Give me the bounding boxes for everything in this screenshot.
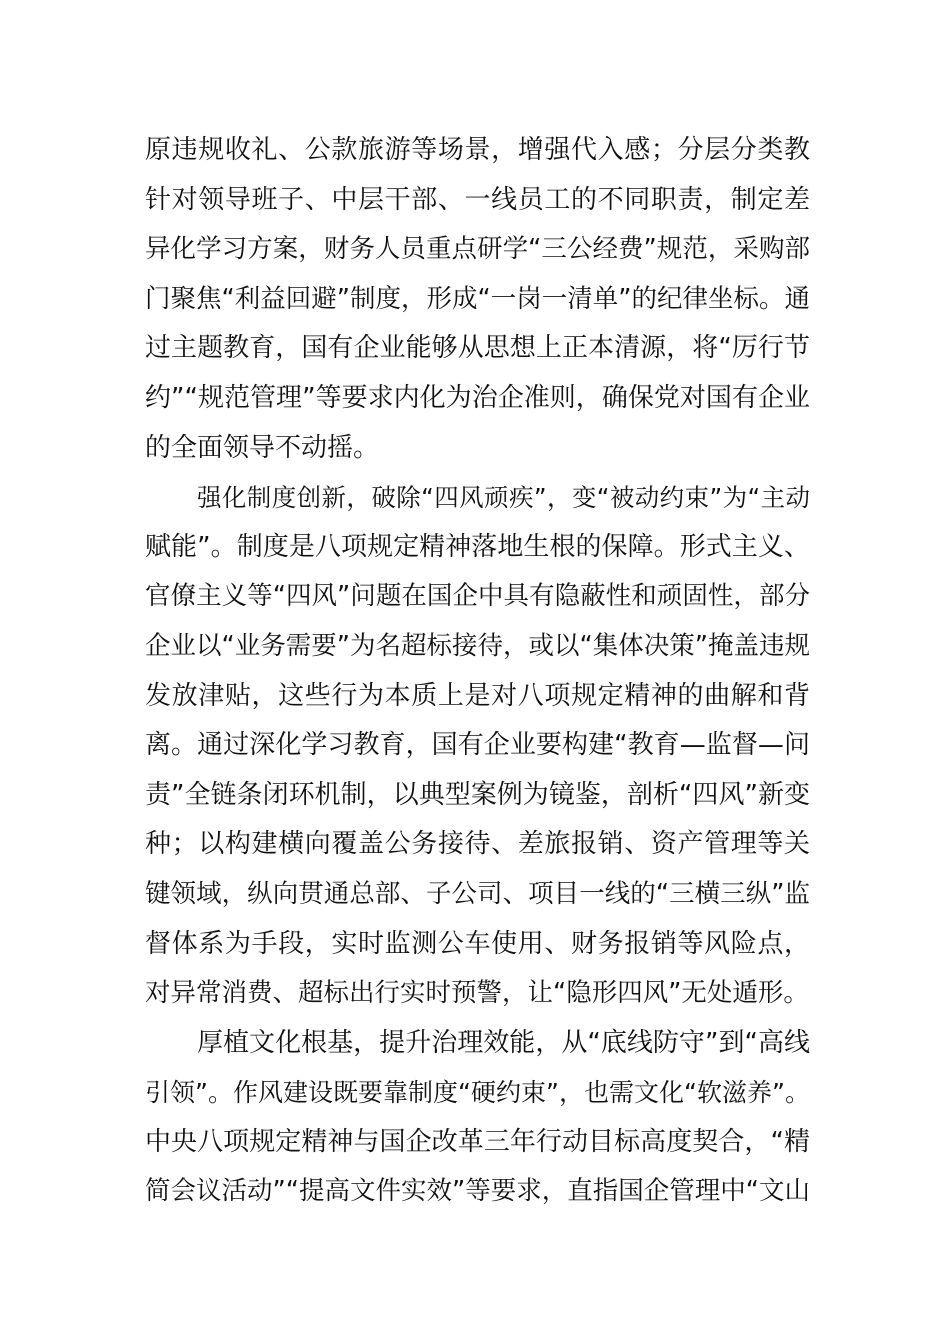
paragraph-2-line: 对异常消费、超标出行实时预警，让“隐形四风”无处遁形。 — [145, 978, 809, 1009]
paragraph-3-line: 引领”。作风建设既要靠制度“硬约束”，也需文化“软滋养”。 — [145, 1078, 810, 1108]
paragraph-2-line: 责”全链条闭环机制，以典型案例为镜鉴，剖析“四风”新变 — [145, 779, 810, 810]
paragraph-2-line: 官僚主义等“四风”问题在国企中具有隐蔽性和顽固性，部分 — [145, 581, 810, 612]
paragraph-3-line: 厚植文化根基，提升治理效能，从“底线防守”到“高线 — [197, 1027, 810, 1058]
paragraph-1-line: 针对领导班子、中层干部、一线员工的不同职责，制定差 — [145, 184, 810, 215]
paragraph-1-line: 门聚焦“利益回避”制度，形成“一岗一清单”的纪律坐标。通 — [145, 283, 810, 314]
paragraph-2-line: 赋能”。制度是八项规定精神落地生根的保障。形式主义、 — [145, 531, 810, 562]
paragraph-1-line: 过主题教育，国有企业能够从思想上正本清源，将“厉行节 — [145, 333, 810, 364]
paragraph-2-line: 强化制度创新，破除“四风顽疾”，变“被动约束”为“主动 — [197, 483, 810, 513]
paragraph-3-line: 简会议活动”“提高文件实效”等要求，直指国企管理中“文山 — [145, 1176, 810, 1207]
paragraph-1-line: 的全面领导不动摇。 — [145, 432, 380, 463]
paragraph-2-line: 督体系为手段，实时监测公车使用、财务报销等风险点， — [145, 928, 810, 959]
paragraph-1-line: 约”“规范管理”等要求内化为治企准则，确保党对国有企业 — [145, 382, 810, 413]
paragraph-2-line: 发放津贴，这些行为本质上是对八项规定精神的曲解和背 — [145, 680, 810, 711]
body-text — [145, 126, 810, 1217]
paragraph-1-line: 原违规收礼、公款旅游等场景，增强代入感；分层分类教 — [145, 135, 810, 165]
paragraph-2-line: 离。通过深化学习教育，国有企业要构建“教育—监督—问 — [145, 730, 810, 761]
paragraph-1-line: 异化学习方案，财务人员重点研学“三公经费”规范，采购部 — [145, 234, 810, 265]
paragraph-2-line: 键领域，纵向贯通总部、子公司、项目一线的“三横三纵”监 — [145, 878, 810, 909]
paragraph-2-line: 企业以“业务需要”为名超标接待，或以“集体决策”掩盖违规 — [145, 630, 810, 661]
paragraph-3-line: 中央八项规定精神与国企改革三年行动目标高度契合，“精 — [145, 1126, 810, 1157]
paragraph-2-line: 种；以构建横向覆盖公务接待、差旅报销、资产管理等关 — [145, 829, 810, 860]
